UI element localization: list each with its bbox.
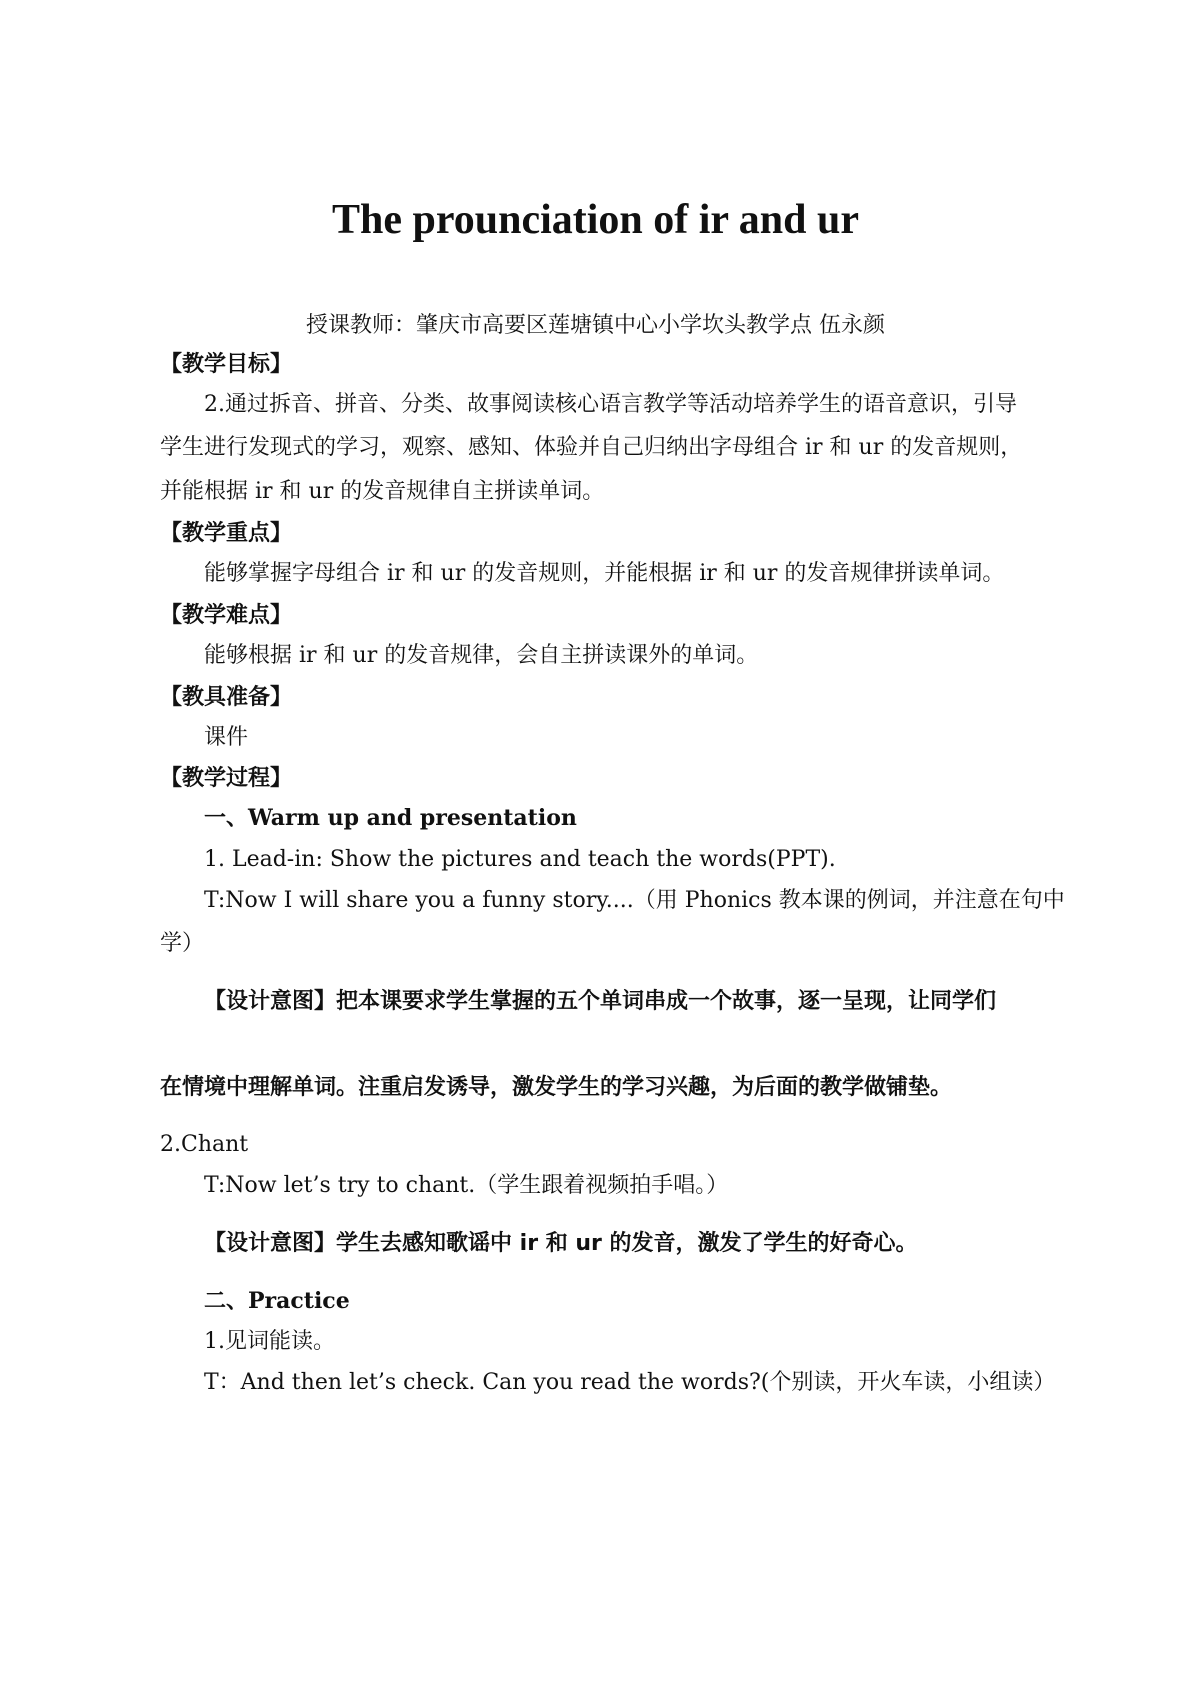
objectives-line-2: 学生进行发现式的学习，观察、感知、体验并自己归纳出字母组合 ir 和 ur 的发音规则， [160,435,1023,460]
story-line-1: T:Now I will share you a funny story....（用 Phonics 教本课的例词，并注意在句中 [204,888,1065,913]
objectives-line-3: 并能根据 ir 和 ur 的发音规律自主拼读单词。 [160,479,605,504]
part2-title: 二、Practice [204,1288,350,1314]
design-intent-2: 【设计意图】学生去感知歌谣中 ir 和 ur 的发音，激发了学生的好奇心。 [204,1231,918,1256]
lead-in-step: 1. Lead-in: Show the pictures and teach the words(PPT). [204,847,836,872]
chant-step: 2.Chant [160,1132,249,1157]
part1-title: 一、Warm up and presentation [204,805,577,831]
objectives-line-1: 2.通过拆音、拼音、分类、故事阅读核心语言教学等活动培养学生的语音意识，引导 [204,392,1017,417]
document-title: The prounciation of ir and ur [331,197,860,243]
difficulties-heading: 【教学难点】 [160,602,293,628]
objectives-heading: 【教学目标】 [160,351,293,377]
story-line-2: 学） [160,931,205,956]
design-intent-1-line-1: 【设计意图】把本课要求学生掌握的五个单词串成一个故事，逐一呈现，让同学们 [204,989,997,1014]
teacher-line: 授课教师：肇庆市高要区莲塘镇中心小学坎头教学点 伍永颜 [306,313,885,338]
process-heading: 【教学过程】 [160,765,293,791]
practice-line: T：And then let’s check. Can you read the words?(个别读，开火车读，小组读） [204,1370,1056,1395]
chant-line: T:Now let’s try to chant.（学生跟着视频拍手唱。） [204,1173,729,1198]
practice-step-1: 1.见词能读。 [204,1329,335,1354]
key-points-heading: 【教学重点】 [160,520,293,546]
design-intent-1-line-2: 在情境中理解单词。注重启发诱导，激发学生的学习兴趣，为后面的教学做铺垫。 [160,1075,953,1100]
key-points-text: 能够掌握字母组合 ir 和 ur 的发音规则，并能根据 ir 和 ur 的发音规律拼读单词。 [204,561,1005,586]
materials-heading: 【教具准备】 [160,684,293,710]
difficulties-text: 能够根据 ir 和 ur 的发音规律，会自主拼读课外的单词。 [204,643,759,668]
materials-text: 课件 [204,725,249,750]
